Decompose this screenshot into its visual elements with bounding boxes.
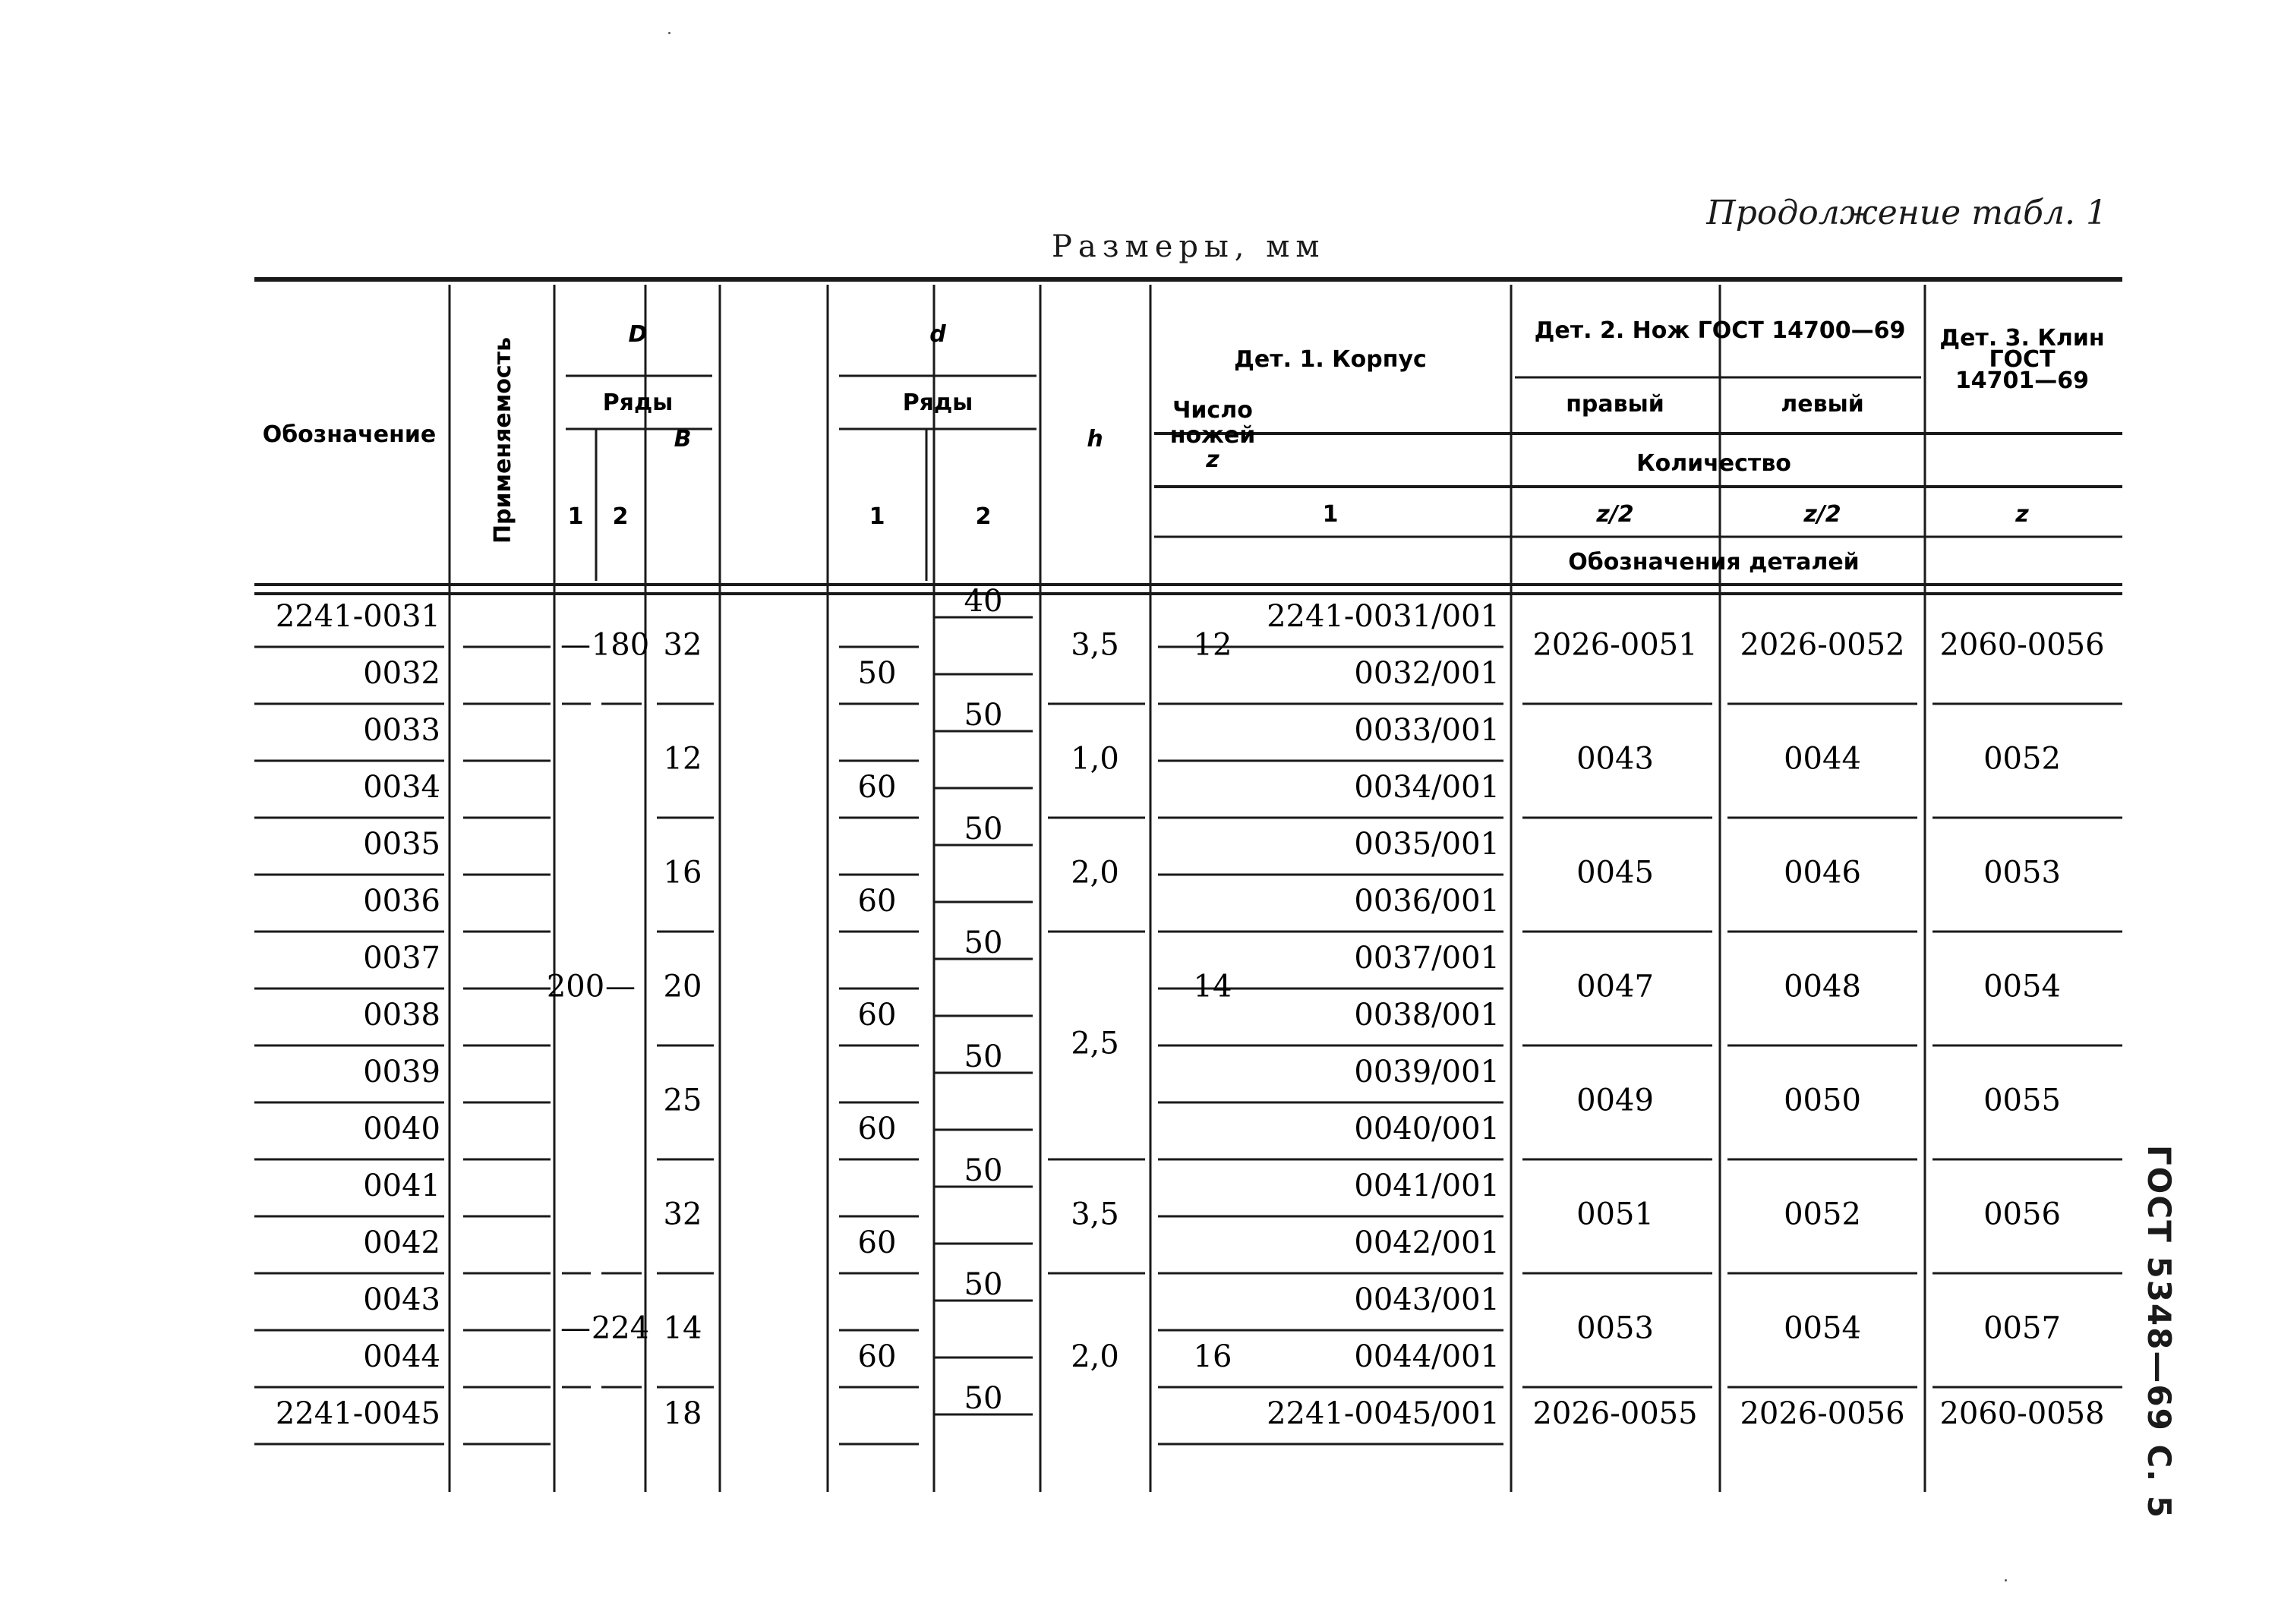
wedge-designation: 0057 — [1983, 1310, 2061, 1346]
D-row2: — — [605, 969, 636, 1004]
wedge-designation: 0053 — [1983, 855, 2061, 891]
B-value: 25 — [663, 1083, 702, 1118]
row-d1: 60 — [857, 770, 897, 805]
knife-left-designation: 0048 — [1784, 969, 1861, 1004]
row-part1-designation: 0035/001 — [1354, 827, 1500, 862]
row-designation: 0041 — [363, 1168, 440, 1203]
row-part1-designation: 0043/001 — [1354, 1282, 1500, 1317]
row-designation: 0039 — [363, 1055, 440, 1089]
row-part1-designation: 2241-0031/001 — [1267, 599, 1500, 634]
header-h: h — [1087, 426, 1103, 453]
row-d1: 60 — [857, 884, 897, 919]
header-qty-part1: 1 — [1322, 501, 1339, 528]
knife-right-designation: 0047 — [1576, 969, 1654, 1004]
row-designation: 0033 — [363, 713, 440, 748]
wedge-designation: 0055 — [1983, 1083, 2061, 1118]
wedge-designation: 0054 — [1983, 969, 2061, 1004]
header-part3-line2: ГОСТ — [1989, 346, 2056, 373]
header-D-row2: 2 — [612, 503, 629, 530]
row-part1-designation: 0041/001 — [1354, 1168, 1500, 1203]
B-value: 18 — [663, 1396, 702, 1431]
standard-page-label: ГОСТ 5348—69 С. 5 — [2140, 1144, 2178, 1520]
wedge-designation: 0052 — [1983, 741, 2061, 777]
knife-left-designation: 0044 — [1784, 741, 1861, 777]
knife-left-designation: 0054 — [1784, 1310, 1861, 1346]
row-designation: 2241-0045 — [275, 1396, 440, 1431]
header-qty-right: z/2 — [1596, 501, 1634, 528]
h-value: 2,5 — [1071, 1026, 1119, 1061]
B-value: 12 — [663, 741, 702, 777]
header-B: B — [674, 426, 692, 453]
continuation-note: Продолжение табл. 1 — [1706, 194, 2107, 232]
header-knives-z: z — [1206, 446, 1219, 473]
header-qty-wedge: z — [2015, 501, 2029, 528]
header-part3-line3: 14701—69 — [1955, 367, 2090, 394]
header-applicability: Применяемость — [490, 336, 516, 544]
D-row1: 200 — [546, 969, 605, 1004]
header-d-row1: 1 — [869, 503, 885, 530]
row-part1-designation: 0036/001 — [1354, 884, 1500, 919]
row-designation: 0036 — [363, 884, 440, 919]
knife-left-designation: 0052 — [1784, 1197, 1861, 1232]
knife-left-designation: 0046 — [1784, 855, 1861, 891]
B-value: 20 — [663, 969, 702, 1004]
row-part1-designation: 0037/001 — [1354, 941, 1500, 976]
header-D-row1: 1 — [567, 503, 584, 530]
row-designation: 0043 — [363, 1282, 440, 1317]
spec-table — [251, 277, 2126, 1492]
scan-speck — [668, 32, 670, 34]
knife-left-designation: 0050 — [1784, 1083, 1861, 1118]
row-designation: 0035 — [363, 827, 440, 862]
header-qty-left: z/2 — [1803, 501, 1841, 528]
row-part1-designation: 0034/001 — [1354, 770, 1500, 805]
h-value: 3,5 — [1071, 627, 1119, 663]
knife-right-designation: 2026-0055 — [1532, 1396, 1698, 1431]
wedge-designation: 2060-0056 — [1939, 627, 2105, 663]
scan-speck — [2005, 1579, 2007, 1581]
header-part1: Дет. 1. Корпус — [1234, 346, 1427, 373]
header-knives-line2: ножей — [1169, 422, 1256, 449]
header-part2: Дет. 2. Нож ГОСТ 14700—69 — [1534, 317, 1906, 344]
knife-left-designation: 2026-0056 — [1740, 1396, 1905, 1431]
header-D: D — [628, 321, 648, 348]
row-part1-designation: 0039/001 — [1354, 1055, 1500, 1089]
row-d2: 50 — [964, 926, 1003, 960]
row-part1-designation: 2241-0045/001 — [1267, 1396, 1500, 1431]
B-value: 32 — [663, 1197, 702, 1232]
row-designation: 0042 — [363, 1225, 440, 1260]
B-value: 14 — [663, 1310, 702, 1346]
row-d2: 40 — [964, 584, 1003, 619]
header-rows-D: Ряды — [602, 389, 674, 416]
row-designation: 0044 — [363, 1339, 440, 1374]
row-d2: 50 — [964, 1039, 1003, 1074]
knife-right-designation: 2026-0051 — [1532, 627, 1698, 663]
header-part-designations: Обозначения деталей — [1568, 549, 1860, 575]
row-d1: 60 — [857, 1112, 897, 1146]
h-value: 3,5 — [1071, 1197, 1119, 1232]
row-designation: 0032 — [363, 656, 440, 691]
header-d: d — [929, 321, 946, 348]
header-rows-d: Ряды — [902, 389, 973, 416]
B-value: 16 — [663, 855, 702, 891]
header-part3-line1: Дет. 3. Клин — [1939, 325, 2105, 352]
row-part1-designation: 0032/001 — [1354, 656, 1500, 691]
h-value: 2,0 — [1071, 855, 1119, 891]
header-d-row2: 2 — [975, 503, 992, 530]
row-d2: 50 — [964, 1153, 1003, 1188]
row-d1: 60 — [857, 1225, 897, 1260]
sizes-caption: Размеры, мм — [1052, 229, 1326, 264]
row-part1-designation: 0040/001 — [1354, 1112, 1500, 1146]
knife-right-designation: 0045 — [1576, 855, 1654, 891]
row-part1-designation: 0038/001 — [1354, 998, 1500, 1033]
row-d2: 50 — [964, 698, 1003, 733]
row-d1: 60 — [857, 998, 897, 1033]
row-designation: 0037 — [363, 941, 440, 976]
row-designation: 2241-0031 — [275, 599, 440, 634]
h-value: 2,0 — [1071, 1339, 1119, 1374]
row-d1: 60 — [857, 1339, 897, 1374]
row-d2: 50 — [964, 1267, 1003, 1302]
knife-right-designation: 0051 — [1576, 1197, 1654, 1232]
header-knives-line1: Число — [1172, 397, 1253, 424]
row-designation: 0038 — [363, 998, 440, 1033]
wedge-designation: 0056 — [1983, 1197, 2061, 1232]
D-row2: 224 — [591, 1310, 650, 1346]
header-quantity: Количество — [1636, 450, 1791, 477]
row-part1-designation: 0042/001 — [1354, 1225, 1500, 1260]
D-row1: — — [560, 1310, 591, 1346]
row-part1-designation: 0044/001 — [1354, 1339, 1500, 1374]
z-value: 16 — [1193, 1339, 1232, 1374]
knife-right-designation: 0053 — [1576, 1310, 1654, 1346]
row-d2: 50 — [964, 812, 1003, 847]
z-value: 12 — [1193, 627, 1232, 663]
row-part1-designation: 0033/001 — [1354, 713, 1500, 748]
header-left: левый — [1781, 391, 1864, 418]
knife-right-designation: 0049 — [1576, 1083, 1654, 1118]
knife-right-designation: 0043 — [1576, 741, 1654, 777]
wedge-designation: 2060-0058 — [1939, 1396, 2105, 1431]
row-d2: 50 — [964, 1381, 1003, 1416]
D-row2: 180 — [591, 627, 650, 663]
row-designation: 0034 — [363, 770, 440, 805]
h-value: 1,0 — [1071, 741, 1119, 777]
header-right: правый — [1566, 391, 1664, 418]
z-value: 14 — [1193, 969, 1232, 1004]
B-value: 32 — [663, 627, 702, 663]
knife-left-designation: 2026-0052 — [1740, 627, 1905, 663]
D-row1: — — [560, 627, 591, 663]
row-d1: 50 — [857, 656, 897, 691]
row-designation: 0040 — [363, 1112, 440, 1146]
header-designation: Обозначение — [262, 421, 437, 448]
